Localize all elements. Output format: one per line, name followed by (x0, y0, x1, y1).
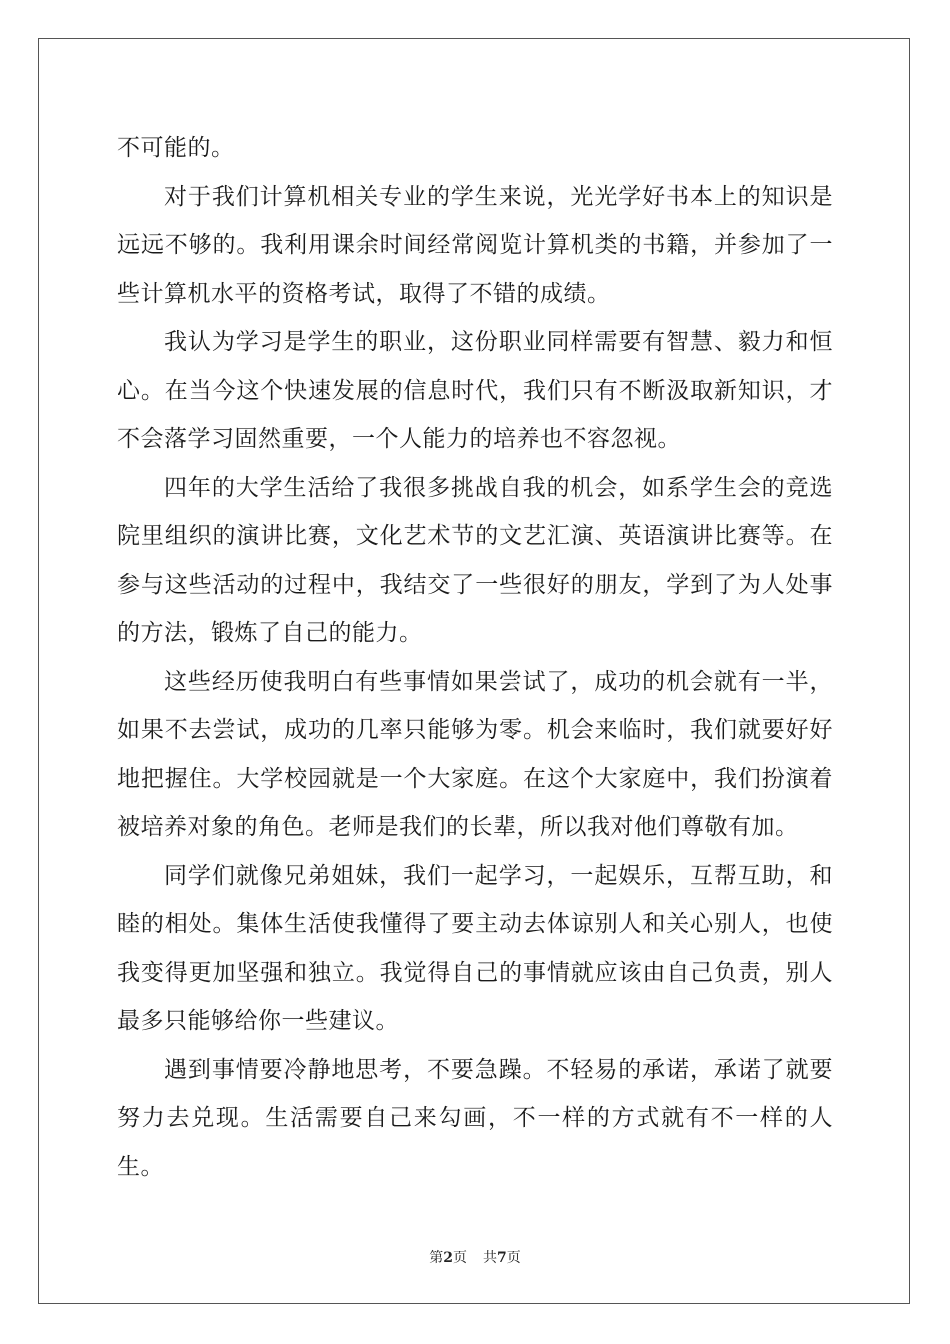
total-pages: 7 (497, 1250, 507, 1266)
total-label (483, 1250, 521, 1266)
paragraph-2: 对于我们计算机相关专业的学生来说，光光学好书本上的知识是远远不够的。我利用课余时间经常阅览计算机类的书籍，并参加了一些计算机水平的资格考试，取得了不错的成绩。 (117, 183, 833, 307)
paragraph-1: 不可能的。 (117, 135, 235, 161)
paragraph-7: 遇到事情要冷静地思考，不要急躁。不轻易的承诺，承诺了就要努力去兑现。生活需要自己来勾画，不一样的方式就有不一样的人生。 (117, 1056, 833, 1180)
paragraph-3: 我认为学习是学生的职业，这份职业同样需要有智慧、毅力和恒心。在当今这个快速发展的信息时代，我们只有不断汲取新知识，才不会落学习固然重要，一个人能力的培养也不容忽视。 (117, 329, 833, 452)
paragraph-4: 四年的大学生活给了我很多挑战自我的机会，如系学生会的竞选院里组织的演讲比赛，文化艺术节的文艺汇演、英语演讲比赛等。在参与这些活动的过程中，我结交了一些很好的朋友，学到了为人处事的方法，锻炼了自己的能力。 (117, 474, 833, 646)
total-prefix: 共 (483, 1250, 497, 1266)
page-suffix: 页 (453, 1250, 467, 1266)
total-suffix: 页 (506, 1250, 521, 1266)
page-footer (0, 1247, 950, 1267)
paragraph-5: 这些经历使我明白有些事情如果尝试了，成功的机会就有一半，如果不去尝试，成功的几率只能够为零。机会来临时，我们就要好好地把握住。大学校园就是一个大家庭。在这个大家庭中，我们扮演着被培养对象的角色。老师是我们的长辈，所以我对他们尊敬有加。 (117, 668, 833, 840)
page-number: 2 (443, 1250, 453, 1266)
paragraph-6: 同学们就像兄弟姐妹，我们一起学习，一起娱乐，互帮互助，和睦的相处。集体生活使我懂得了要主动去体谅别人和关心别人，也使我变得更加坚强和独立。我觉得自己的事情就应该由自己负责，别人最多只能够给你一些建议。 (117, 862, 833, 1034)
page-prefix: 第 (429, 1250, 444, 1266)
document-body (117, 124, 833, 1191)
page-label (429, 1250, 467, 1266)
